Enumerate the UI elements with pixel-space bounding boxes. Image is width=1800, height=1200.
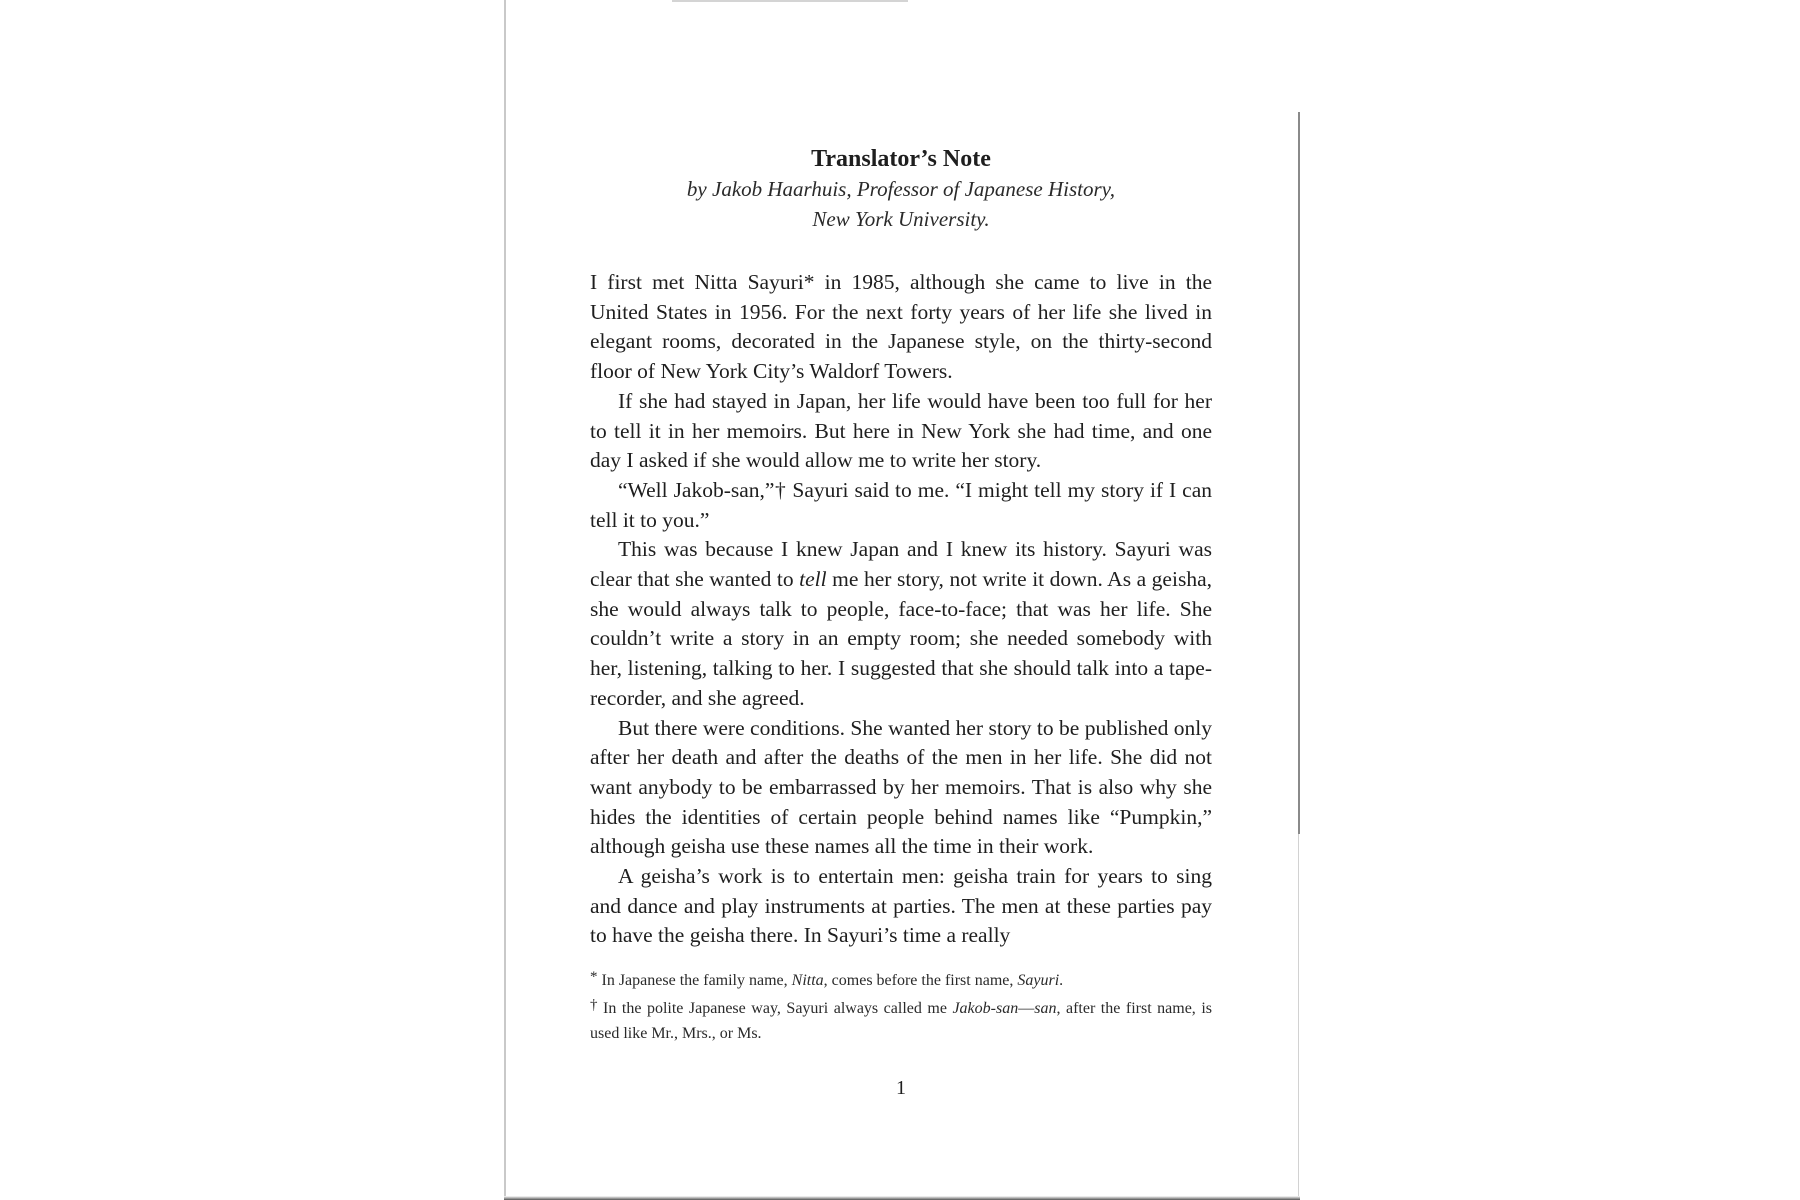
- footnote-2-text-b: , after the first name, is used like Mr., Mrs., or Ms.: [590, 1000, 1213, 1043]
- footnote-1-emphasis-b: Sayuri: [1017, 972, 1060, 990]
- footnote-2-mark: †: [590, 997, 600, 1014]
- footnote-1-mark: *: [590, 969, 598, 986]
- book-page: [590, 144, 1212, 1100]
- paragraph-6: A geisha’s work is to entertain men: geisha train for years to sing and dance and play instruments at parties. The men at these parties pay to have the geisha there. In Sayuri’s time a really: [590, 864, 1212, 948]
- footnote-2: [590, 993, 1212, 1046]
- paragraph-4-text-a: This was because I knew Japan and I knew its history. Sayuri was clear that she wanted to: [590, 537, 1212, 592]
- footnote-2-dash: —: [1018, 1000, 1035, 1018]
- paragraph-4: [590, 535, 1212, 713]
- footnotes: [590, 965, 1212, 1046]
- page-number: 1: [896, 1077, 906, 1100]
- byline-line-2: New York University.: [812, 207, 990, 231]
- paragraph-3: [590, 476, 1212, 535]
- footnote-1-text-a: In Japanese the family name,: [601, 972, 792, 990]
- paragraph-4-text-b: me her story, not write it down. As a geisha, she would always talk to people, face-to-face; that was her life. She couldn’t write a story in an empty room; she needed somebody with her, listening, talking to her. I suggested that she should talk into a tape-recorder, and she agreed.: [590, 567, 1212, 710]
- paragraph-3-text-b: Sayuri said to me. “I might tell my story if I can tell it to you.”: [590, 477, 1213, 532]
- paragraph-5: But there were conditions. She wanted her story to be published only after her death and after the deaths of the men in her life. She did not want anybody to be embarrassed by her memoirs. That is also why she hides the identities of certain people behind names like “Pumpkin,” although geisha use these names all the time in their work.: [590, 715, 1212, 859]
- paragraph-1: [590, 268, 1212, 387]
- footnote-mark-dagger: †: [774, 477, 787, 502]
- scan-left-edge: [504, 0, 506, 1200]
- footnote-1-text-b: , comes before the first name,: [823, 972, 1018, 990]
- paragraph-4-emphasis: tell: [799, 567, 827, 592]
- chapter-title: Translator’s Note: [811, 146, 991, 172]
- byline-line-1: by Jakob Haarhuis, Professor of Japanese History,: [686, 177, 1116, 201]
- footnote-2-text-a: In the polite Japanese way, Sayuri always called me: [603, 1000, 953, 1018]
- chapter-heading: [590, 144, 1212, 234]
- paragraph-3-text-a: “Well Jakob-san,”: [618, 477, 775, 502]
- scan-right-edge: [1298, 112, 1300, 834]
- body-text: [590, 268, 1212, 951]
- footnote-1: [590, 965, 1212, 993]
- scan-right-edge-lower: [1298, 834, 1299, 1200]
- footnote-1-emphasis-a: Nitta: [791, 972, 824, 990]
- footnote-2-emphasis-a: Jakob-san: [952, 1000, 1019, 1018]
- scan-bottom-edge: [504, 1196, 1300, 1200]
- footnote-mark-star: *: [803, 270, 815, 294]
- footnote-1-text-c: .: [1059, 972, 1064, 990]
- paragraph-1-text-a: I first met Nitta Sayuri: [590, 270, 804, 294]
- footnote-2-emphasis-b: san: [1034, 1000, 1057, 1018]
- scan-top-edge: [672, 0, 908, 2]
- paragraph-2: If she had stayed in Japan, her life would have been too full for her to tell it in her memoirs. But here in New York she had time, and one day I asked if she would allow me to write her story.: [590, 388, 1212, 473]
- paragraph-1-text-b: in 1985, although she came to live in the United States in 1956. For the next forty years of her life she lived in elegant rooms, decorated in the Japanese style, on the thirty-second floor of New York City’s Waldorf Towers.: [590, 270, 1212, 384]
